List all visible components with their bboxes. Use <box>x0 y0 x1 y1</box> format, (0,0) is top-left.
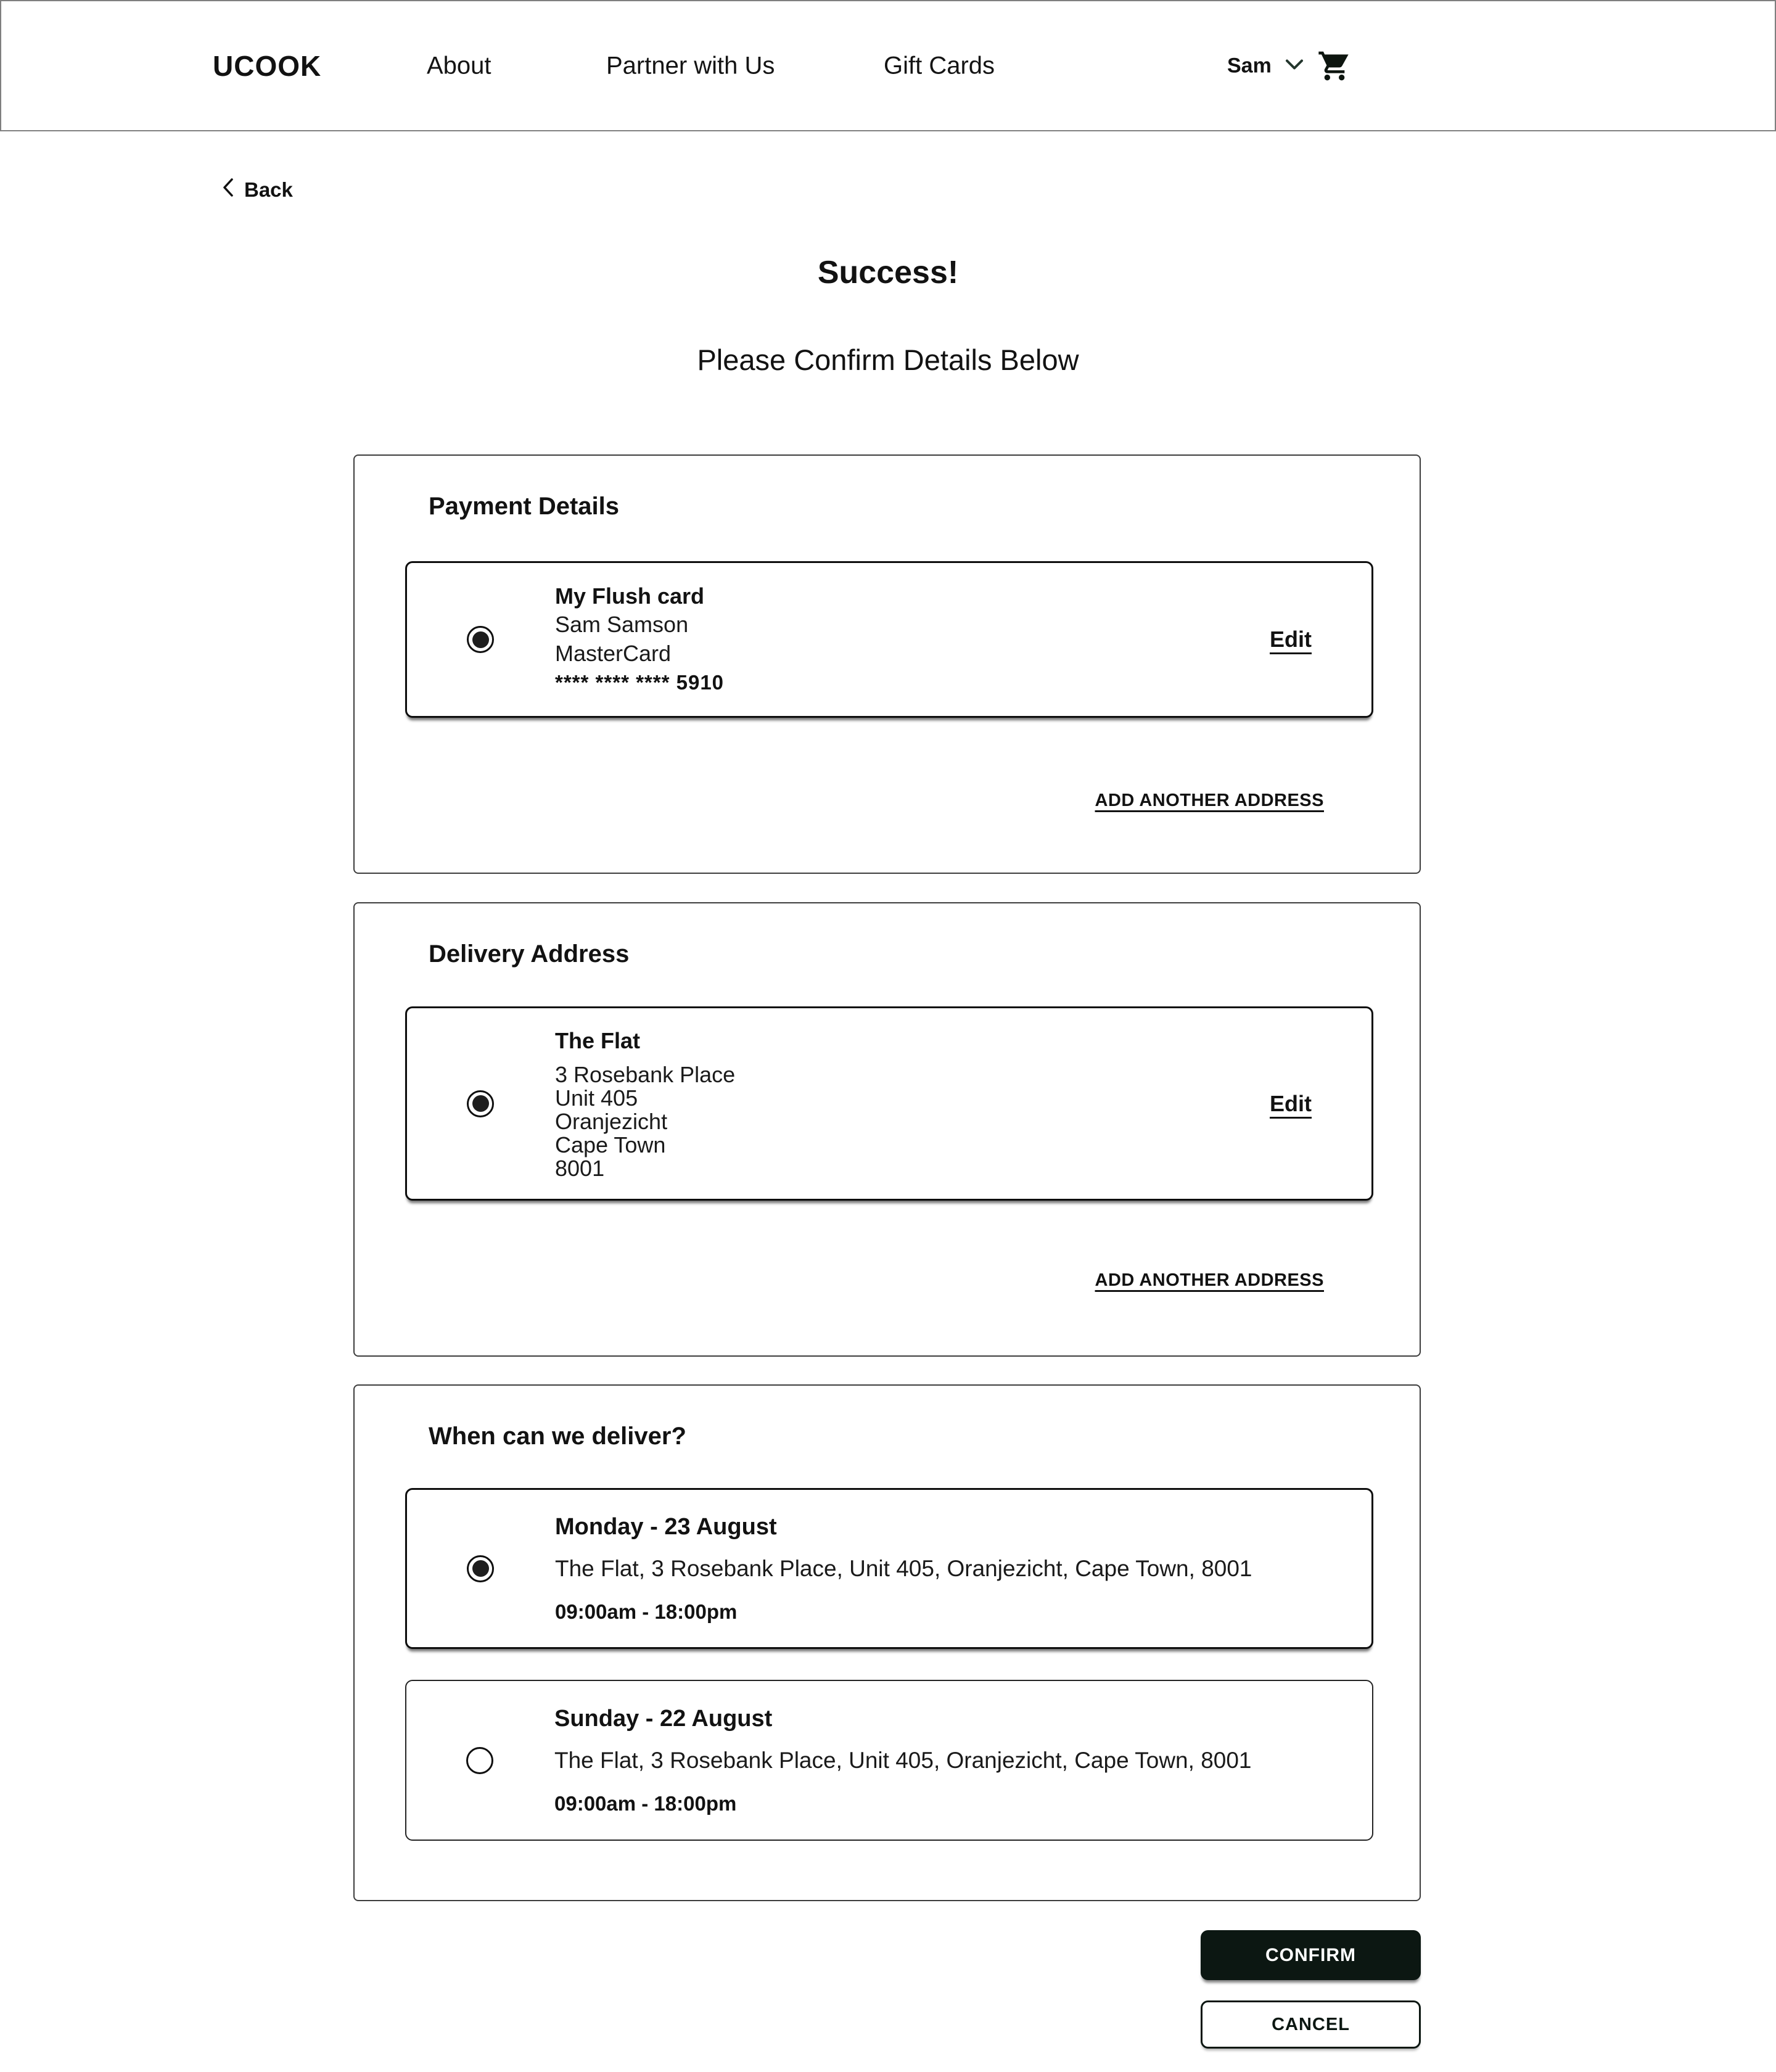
delivery-address-line: Oranjezicht <box>555 1108 668 1134</box>
header <box>0 0 1776 131</box>
confirm-button[interactable]: CONFIRM <box>1201 1930 1421 1980</box>
cart-button[interactable] <box>1317 49 1352 83</box>
delivery-address-line: Cape Town <box>555 1132 666 1157</box>
payment-card-holder: Sam Samson <box>555 611 689 637</box>
delivery-address-line: 8001 <box>555 1155 605 1181</box>
schedule-option-title: Sunday - 22 August <box>554 1706 773 1732</box>
schedule-option-sunday-radio[interactable] <box>466 1747 493 1774</box>
schedule-option-sunday[interactable] <box>405 1680 1373 1841</box>
back-link[interactable] <box>222 178 293 202</box>
nav-about[interactable]: About <box>427 52 491 79</box>
delivery-address-card[interactable] <box>405 1006 1373 1201</box>
payment-details-heading: Payment Details <box>429 493 620 520</box>
payment-card-title: My Flush card <box>555 583 705 609</box>
nav-partner-with-us[interactable]: Partner with Us <box>606 52 775 79</box>
user-menu[interactable] <box>1227 54 1304 78</box>
cancel-button[interactable]: CANCEL <box>1201 2000 1421 2049</box>
chevron-left-icon <box>222 178 234 202</box>
delivery-address-section <box>353 902 1421 1357</box>
action-buttons <box>1201 1930 1421 2049</box>
user-name: Sam <box>1227 54 1272 77</box>
schedule-option-monday-radio[interactable] <box>467 1555 494 1582</box>
payment-method-radio[interactable] <box>467 626 494 653</box>
schedule-option-monday[interactable] <box>405 1488 1373 1649</box>
schedule-option-address: The Flat, 3 Rosebank Place, Unit 405, Oranjezicht, Cape Town, 8001 <box>554 1748 1252 1773</box>
back-label: Back <box>244 178 293 201</box>
brand-logo[interactable]: UCOOK <box>213 49 322 82</box>
delivery-edit-link[interactable]: Edit <box>1270 1090 1312 1116</box>
delivery-schedule-section <box>353 1384 1421 1901</box>
chevron-down-icon <box>1285 58 1304 73</box>
delivery-address-line: Unit 405 <box>555 1085 638 1111</box>
schedule-option-address: The Flat, 3 Rosebank Place, Unit 405, Oranjezicht, Cape Town, 8001 <box>555 1556 1252 1581</box>
delivery-schedule-heading: When can we deliver? <box>429 1423 686 1450</box>
delivery-address-title: The Flat <box>555 1027 641 1053</box>
page-title: Success! <box>817 255 959 290</box>
schedule-option-time: 09:00am - 18:00pm <box>555 1600 738 1623</box>
delivery-address-radio[interactable] <box>467 1090 494 1117</box>
delivery-add-another-address-link[interactable]: ADD ANOTHER ADDRESS <box>1095 1270 1324 1290</box>
payment-card-number: **** **** **** 5910 <box>555 670 725 694</box>
payment-add-row <box>405 791 1373 811</box>
payment-edit-link[interactable]: Edit <box>1270 627 1312 652</box>
cart-icon <box>1317 49 1352 86</box>
payment-method-card[interactable] <box>405 561 1373 718</box>
schedule-option-time: 09:00am - 18:00pm <box>554 1792 737 1815</box>
delivery-address-heading: Delivery Address <box>429 940 630 968</box>
payment-add-another-address-link[interactable]: ADD ANOTHER ADDRESS <box>1095 791 1324 810</box>
nav-gift-cards[interactable]: Gift Cards <box>884 52 995 79</box>
schedule-option-title: Monday - 23 August <box>555 1514 777 1540</box>
delivery-add-row <box>405 1270 1373 1291</box>
page-subtitle: Please Confirm Details Below <box>697 343 1079 376</box>
payment-card-type: MasterCard <box>555 640 672 666</box>
delivery-address-line: 3 Rosebank Place <box>555 1061 736 1087</box>
payment-details-section <box>353 454 1421 874</box>
